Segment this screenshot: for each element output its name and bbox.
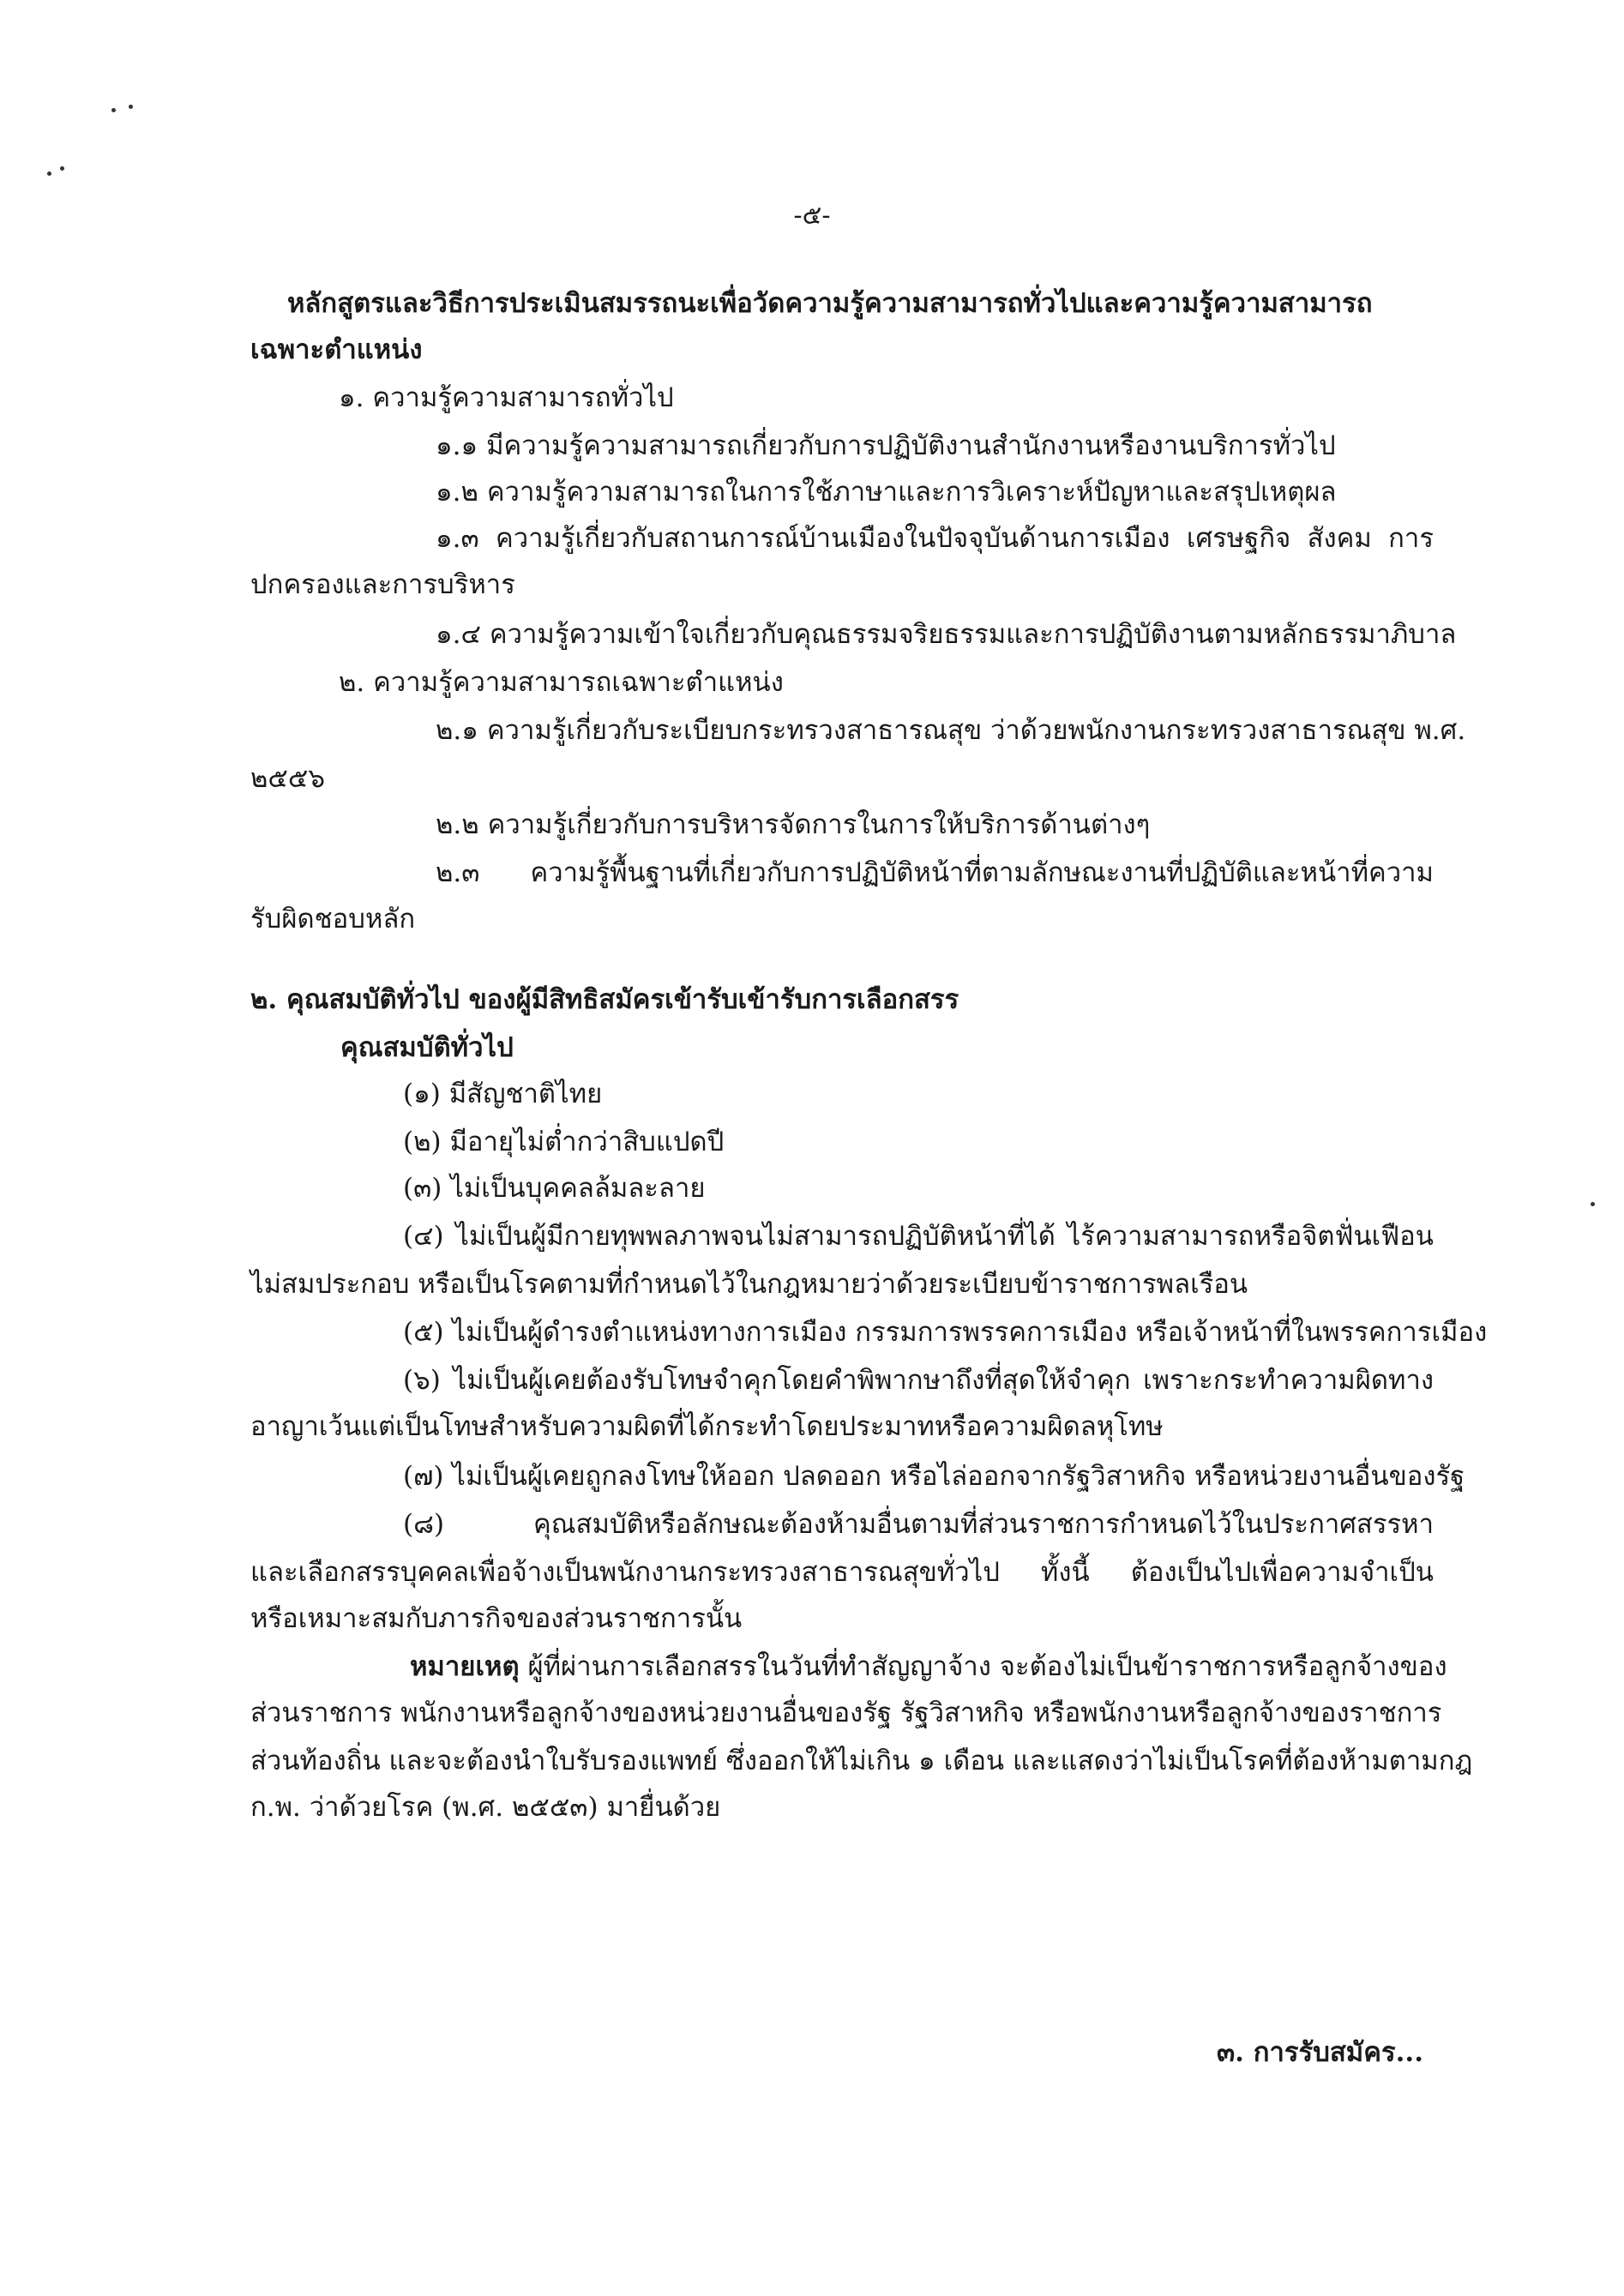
qualification-4-line-1: (๔) ไม่เป็นผู้มีกายทุพพลภาพจนไม่สามารถปฏิบัติหน้าที่ได้ ไร้ความสามารถหรือจิตฟั่นเฟือน [403,1221,1434,1252]
scan-speck [47,171,51,176]
note-line-4: ก.พ. ว่าด้วยโรค (พ.ศ. ๒๕๕๓) มายื่นด้วย [250,1792,721,1823]
note-label: หมายเหตุ [410,1651,520,1682]
qualification-5: (๕) ไม่เป็นผู้ดำรงตำแหน่งทางการเมือง กรรมการพรรคการเมือง หรือเจ้าหน้าที่ในพรรคการเมือง [403,1317,1488,1348]
qualification-8-line-1: (๘) คุณสมบัติหรือลักษณะต้องห้ามอื่นตามที่ส่วนราชการกำหนดไว้ในประกาศสรรหา [403,1509,1434,1540]
item-1-1: ๑.๑ มีความรู้ความสามารถเกี่ยวกับการปฏิบัติงานสำนักงานหรืองานบริการทั่วไป [436,430,1336,461]
item-2-1-line-2: ๒๕๕๖ [250,763,326,794]
scan-speck [1591,1202,1595,1206]
section-1-title: ๑. ความรู้ความสามารถทั่วไป [339,382,674,413]
item-2-3-line-2: รับผิดชอบหลัก [250,904,416,935]
item-1-3-line-1: ๑.๓ ความรู้เกี่ยวกับสถานการณ์บ้านเมืองในปัจจุบันด้านการเมือง เศรษฐกิจ สังคม การ [436,523,1434,554]
section-2-title: ๒. ความรู้ความสามารถเฉพาะตำแหน่ง [339,667,784,698]
qualification-6-line-2: อาญาเว้นแต่เป็นโทษสำหรับความผิดที่ได้กระทำโดยประมาทหรือความผิดลหุโทษ [250,1411,1164,1442]
scan-speck [60,166,64,171]
qualification-2: (๒) มีอายุไม่ต่ำกว่าสิบแปดปี [403,1127,725,1157]
note-line-2: ส่วนราชการ พนักงานหรือลูกจ้างของหน่วยงานอื่นของรัฐ รัฐวิสาหกิจ หรือพนักงานหรือลูกจ้างของราชการ [250,1698,1442,1728]
item-2-3-line-1: ๒.๓ ความรู้พื้นฐานที่เกี่ยวกับการปฏิบัติหน้าที่ตามลักษณะงานที่ปฏิบัติและหน้าที่ความ [436,857,1434,888]
qualification-4-line-2: ไม่สมประกอบ หรือเป็นโรคตามที่กำหนดไว้ในกฎหมายว่าด้วยระเบียบข้าราชการพลเรือน [250,1269,1248,1300]
qualifications-title: ๒. คุณสมบัติทั่วไป ของผู้มีสิทธิสมัครเข้ารับเข้ารับการเลือกสรร [250,984,959,1015]
page-number: -๕- [793,201,831,231]
item-1-3-line-2: ปกครองและการบริหาร [250,569,515,600]
scan-speck [129,105,133,109]
item-2-1-line-1: ๒.๑ ความรู้เกี่ยวกับระเบียบกระทรวงสาธารณสุข ว่าด้วยพนักงานกระทรวงสาธารณสุข พ.ศ. [436,715,1466,746]
continuation-footer: ๓. การรับสมัคร... [1216,2037,1423,2068]
heading-line-2: เฉพาะตำแหน่ง [250,334,423,365]
qualification-7: (๗) ไม่เป็นผู้เคยถูกลงโทษให้ออก ปลดออก หรือไล่ออกจากรัฐวิสาหกิจ หรือหน่วยงานอื่นของรัฐ [403,1461,1465,1492]
item-1-4: ๑.๔ ความรู้ความเข้าใจเกี่ยวกับคุณธรรมจริยธรรมและการปฏิบัติงานตามหลักธรรมาภิบาล [436,619,1457,650]
item-2-2: ๒.๒ ความรู้เกี่ยวกับการบริหารจัดการในการให้บริการด้านต่างๆ [436,809,1151,840]
item-1-2: ๑.๒ ความรู้ความสามารถในการใช้ภาษาและการวิเคราะห์ปัญหาและสรุปเหตุผล [436,477,1337,508]
heading-line-1: หลักสูตรและวิธีการประเมินสมรรถนะเพื่อวัดความรู้ความสามารถทั่วไปและความรู้ความสามารถ [287,288,1373,319]
qualification-8-line-2: และเลือกสรรบุคคลเพื่อจ้างเป็นพนักงานกระทรวงสาธารณสุขทั่วไป ทั้งนี้ ต้องเป็นไปเพื่อความจำเป็น [250,1557,1434,1588]
scan-speck [111,108,116,112]
qualification-3: (๓) ไม่เป็นบุคคลล้มละลาย [403,1173,706,1204]
qualification-8-line-3: หรือเหมาะสมกับภารกิจของส่วนราชการนั้น [250,1603,743,1634]
note-line-1 [410,1648,1447,1686]
qualification-6-line-1: (๖) ไม่เป็นผู้เคยต้องรับโทษจำคุกโดยคำพิพากษาถึงที่สุดให้จำคุก เพราะกระทำความผิดทาง [403,1365,1434,1396]
note-text: ผู้ที่ผ่านการเลือกสรรในวันที่ทำสัญญาจ้าง จะต้องไม่เป็นข้าราชการหรือลูกจ้างของ [519,1651,1447,1682]
qualifications-subtitle: คุณสมบัติทั่วไป [340,1032,514,1063]
note-line-3: ส่วนท้องถิ่น และจะต้องนำใบรับรองแพทย์ ซึ่งออกให้ไม่เกิน ๑ เดือน และแสดงว่าไม่เป็นโรคที่ต้องห้ามตามกฎ [250,1746,1473,1776]
qualification-1: (๑) มีสัญชาติไทย [403,1079,603,1109]
